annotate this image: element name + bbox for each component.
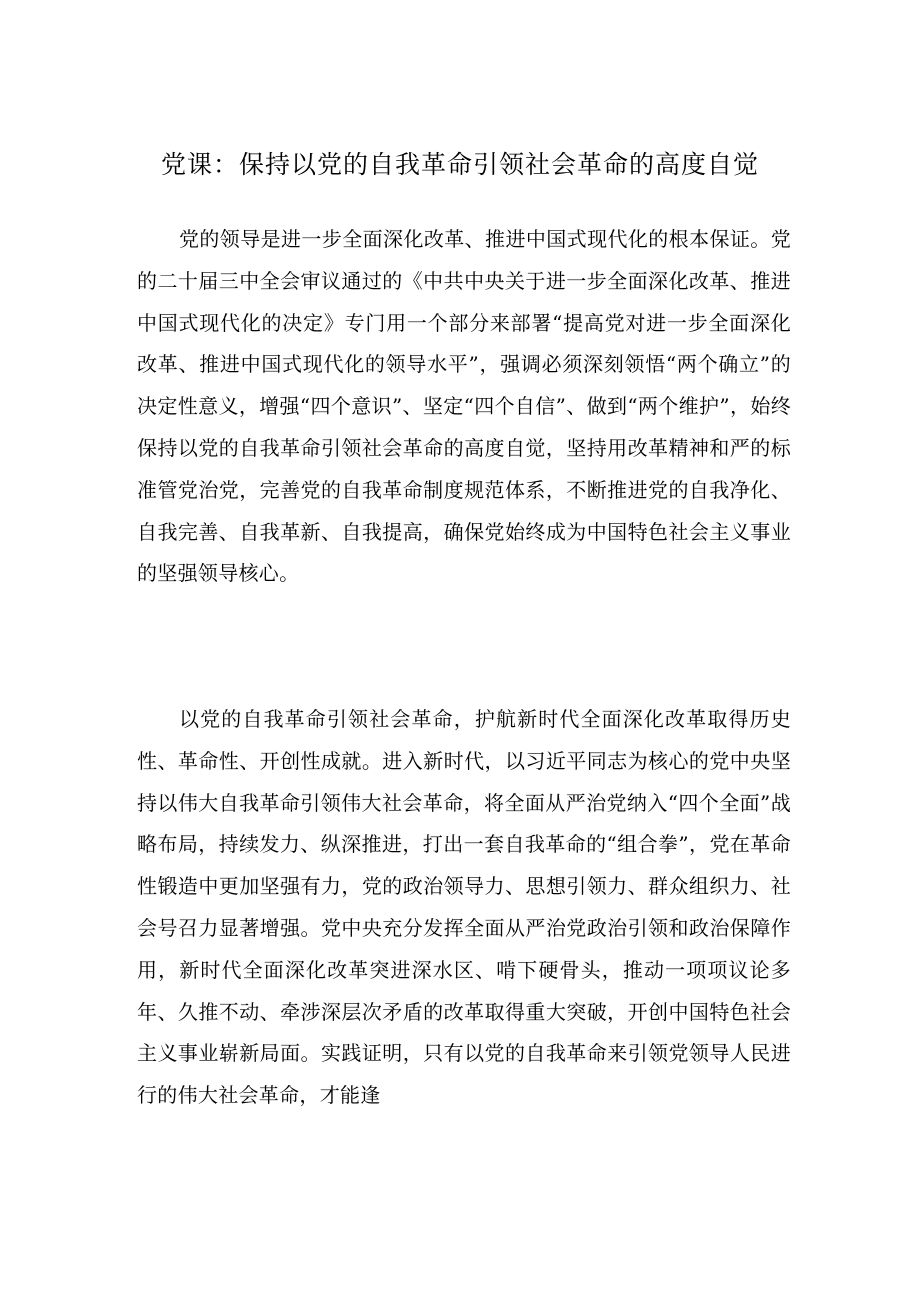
paragraph-2: 以党的自我革命引领社会革命，护航新时代全面深化改革取得历史性、革命性、开创性成就。进入新时代，以习近平同志为核心的党中央坚持以伟大自我革命引领伟大社会革命，将全面从严治党纳入“四个全面”战略布局，持续发力、纵深推进，打出一套自我革命的“组合拳”，党在革命性锻造中更加坚强有力，党的政治领导力、思想引领力、群众组织力、社会号召力显著增强。党中央充分发挥全面从严治党政治引领和政治保障作用，新时代全面深化改革突进深水区、啃下硬骨头，推动一项项议论多年、久推不动、牵涉深层次矛盾的改革取得重大突破，开创中国特色社会主义事业崭新局面。实践证明，只有以党的自我革命来引领党领导人民进行的伟大社会革命，才能逢 (137, 707, 791, 1108)
paragraph-1: 党的领导是进一步全面深化改革、推进中国式现代化的根本保证。党的二十届三中全会审议通过的《中共中央关于进一步全面深化改革、推进中国式现代化的决定》专门用一个部分来部署“提高党对进一步全面深化改革、推进中国式现代化的领导水平”，强调必须深刻领悟“两个确立”的决定性意义，增强“四个意识”、坚定“四个自信”、做到“两个维护”，始终保持以党的自我革命引领社会革命的高度自觉，坚持用改革精神和严的标准管党治党，完善党的自我革命制度规范体系，不断推进党的自我净化、自我完善、自我革新、自我提高，确保党始终成为中国特色社会主义事业的坚强领导核心。 (137, 227, 791, 586)
document-title: 党课：保持以党的自我革命引领社会革命的高度自觉 (160, 150, 759, 179)
